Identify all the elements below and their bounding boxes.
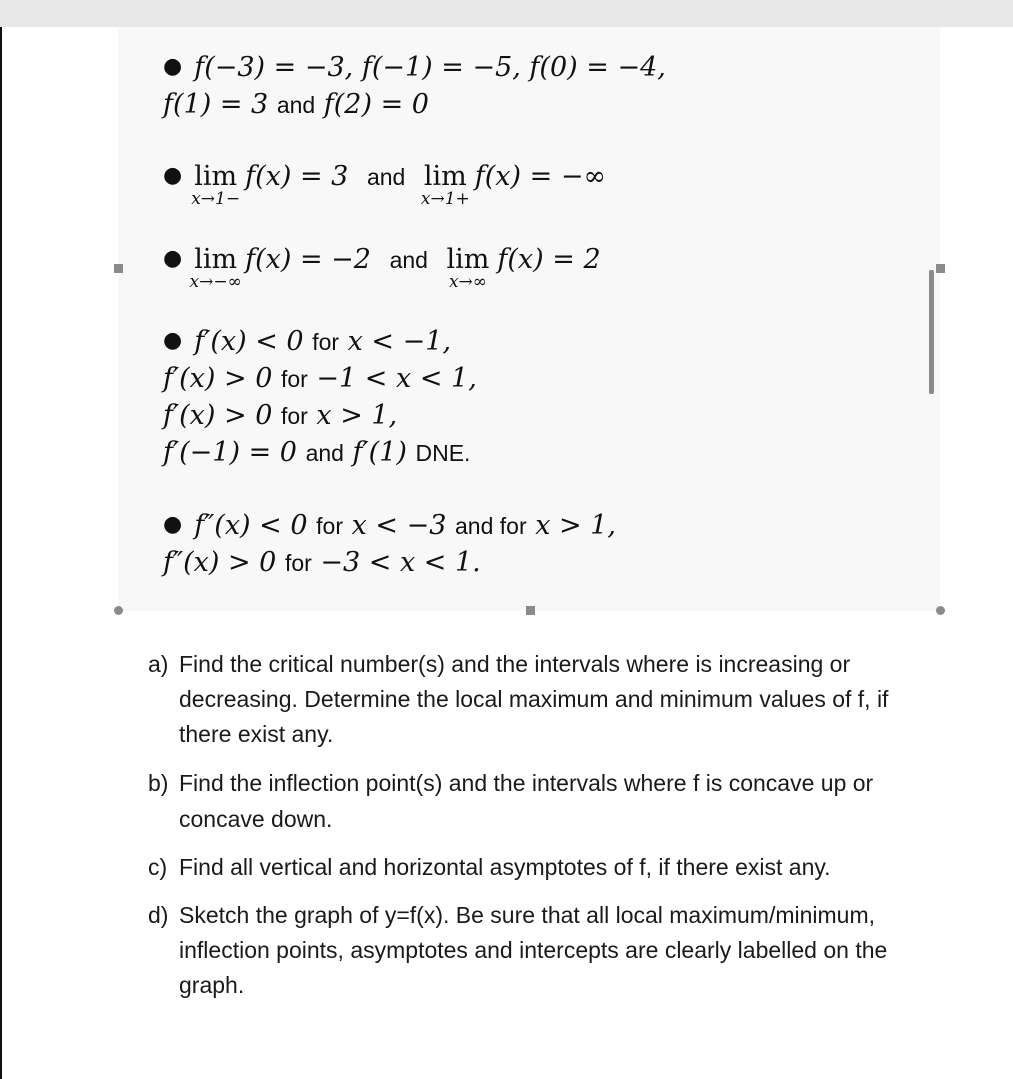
limit-subscript: x→1+ — [420, 189, 470, 209]
limit-expression: f(x) = −∞ — [474, 161, 606, 192]
bullet-icon: ● — [163, 512, 183, 537]
and-text: and — [366, 164, 406, 190]
question-text: Find all vertical and horizontal asymptotes of f, if there exist any. — [179, 854, 831, 880]
f1-value: f(1) = 3 — [163, 89, 269, 120]
math-text: f′(x) < 0 — [194, 326, 304, 357]
question-text: Find the inflection point(s) and the intervals where f is concave up or concave down. — [179, 770, 874, 832]
limit-expression: f(x) = 2 — [497, 244, 601, 275]
limit-expression: f(x) = −2 — [245, 244, 371, 275]
limit-left — [189, 244, 242, 292]
first-derivative-row-3 — [163, 400, 397, 431]
limit-right — [420, 161, 470, 209]
and-text: and — [305, 440, 344, 466]
bullet-icon: ● — [163, 328, 183, 353]
question-b — [148, 765, 908, 837]
page-left-edge — [0, 27, 2, 1079]
math-text: f′(1) — [352, 437, 407, 468]
f2-value: f(2) = 0 — [323, 89, 429, 120]
for-text: for — [312, 329, 340, 355]
math-text: x > 1, — [316, 400, 398, 431]
resize-handle-bottom-left[interactable] — [114, 606, 123, 615]
values-row-1 — [163, 52, 666, 83]
math-text: −1 < x < 1, — [316, 363, 477, 394]
first-derivative-row-2 — [163, 363, 477, 394]
lim-text: lim — [194, 244, 238, 275]
resize-handle-left[interactable] — [114, 264, 123, 273]
limit-subscript: x→1− — [191, 189, 241, 209]
question-label: c) — [148, 854, 168, 880]
math-text: f′(−1) = 0 — [163, 437, 297, 468]
for-text: for — [284, 550, 312, 576]
function-values-text: f(−3) = −3, f(−1) = −5, f(0) = −4, — [194, 52, 666, 83]
question-c — [148, 850, 908, 885]
math-text: f″(x) > 0 — [163, 547, 277, 578]
math-text: x < −3 — [351, 510, 447, 541]
first-derivative-row-1 — [163, 326, 451, 357]
question-text: Find the critical number(s) and the intervals where is increasing or decreasing. Determine the local maximum and minimum values of f, if there exist any. — [179, 651, 889, 747]
math-text: −3 < x < 1. — [320, 547, 481, 578]
top-strip — [0, 0, 1013, 27]
and-text: and — [276, 92, 316, 118]
for-text: for — [316, 513, 343, 539]
limits-at-one-row — [163, 161, 606, 209]
bullet-icon: ● — [163, 163, 183, 188]
math-text: f′(x) > 0 — [163, 400, 273, 431]
question-d — [148, 898, 908, 1003]
math-text: x > 1, — [535, 510, 616, 541]
and-text: and — [389, 247, 428, 273]
lim-text: lim — [423, 161, 467, 192]
second-derivative-row-2 — [163, 547, 481, 578]
bullet-icon: ● — [163, 54, 183, 79]
for-text: for — [280, 403, 308, 429]
first-derivative-row-4 — [163, 437, 470, 468]
dne-text: DNE. — [415, 440, 471, 466]
math-text: f′(x) > 0 — [163, 363, 273, 394]
second-derivative-row-1 — [163, 510, 616, 541]
question-label: d) — [148, 902, 169, 928]
lim-text: lim — [446, 244, 490, 275]
question-label: b) — [148, 770, 169, 796]
question-label: a) — [148, 651, 169, 677]
scrollbar-thumb[interactable] — [929, 270, 934, 394]
limits-at-infinity-row — [163, 244, 601, 292]
limit-subscript: x→∞ — [448, 272, 487, 292]
resize-handle-right[interactable] — [936, 264, 945, 273]
for-text: for — [280, 366, 308, 392]
limit-right — [446, 244, 490, 292]
limit-subscript: x→−∞ — [189, 272, 242, 292]
lim-text: lim — [194, 161, 238, 192]
limit-left — [191, 161, 241, 209]
bullet-icon: ● — [163, 246, 183, 271]
math-text: x < −1, — [347, 326, 452, 357]
limit-expression: f(x) = 3 — [245, 161, 349, 192]
resize-handle-bottom-right[interactable] — [936, 606, 945, 615]
resize-handle-bottom[interactable] — [526, 606, 535, 615]
and-for-text: and for — [455, 513, 527, 539]
values-row-2 — [163, 89, 429, 120]
question-text: Sketch the graph of y=f(x). Be sure that all local maximum/minimum, inflection points, asymptotes and intercepts are clearly labelled on the graph. — [179, 902, 888, 998]
question-list — [148, 647, 908, 1016]
math-text: f″(x) < 0 — [194, 510, 308, 541]
question-a — [148, 647, 908, 752]
